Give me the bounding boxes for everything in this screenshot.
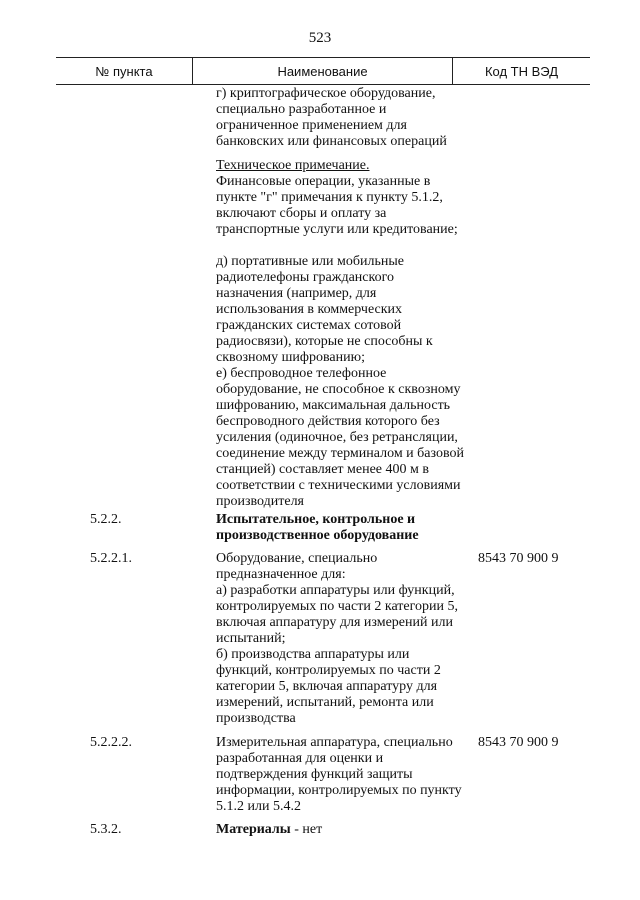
text-line: производственное оборудование — [216, 528, 419, 543]
text-line: функций, контролируемых по части 2 — [216, 663, 441, 678]
text-line: Финансовые операции, указанные в — [216, 174, 431, 189]
text-line: контролируемых по части 2 категории 5, — [216, 599, 458, 614]
text-line: шифрованию, максимальная дальность — [216, 398, 451, 413]
text-line: категории 5, включая аппаратуру для — [216, 679, 438, 694]
text-line: пункте "г" примечания к пункту 5.1.2, — [216, 190, 443, 205]
row-code: 8543 70 900 9 — [478, 735, 559, 750]
text-line: б) производства аппаратуры или — [216, 647, 410, 662]
text-line: е) беспроводное телефонное — [216, 366, 387, 381]
text-line: сквозному шифрованию; — [216, 350, 365, 365]
text-line: специально разработанное и — [216, 102, 387, 117]
text-line: измерений, испытаний, ремонта или — [216, 695, 434, 710]
text-line: гражданских системах сотовой — [216, 318, 402, 333]
text-line: включая аппаратуру для измерений или — [216, 615, 453, 630]
text-line: соединение между терминалом и базовой — [216, 446, 464, 461]
row-name-bold: Материалы — [216, 822, 291, 837]
text-line: банковских или финансовых операций — [216, 134, 447, 149]
text-line: д) портативные или мобильные — [216, 254, 404, 269]
row-name-rest: - нет — [290, 822, 323, 837]
row-name — [216, 551, 471, 727]
text-line: 5.1.2 или 5.4.2 — [216, 799, 301, 814]
row-name — [216, 822, 471, 838]
row-number: 5.2.2.2. — [90, 735, 132, 750]
header-number: № пункта — [56, 58, 193, 84]
row-code: 8543 70 900 9 — [478, 551, 559, 566]
text-line: а) разработки аппаратуры или функций, — [216, 583, 455, 598]
row-number: 5.2.2. — [90, 512, 122, 527]
table-header — [56, 57, 590, 85]
text-line: соответствии с техническими условиями — [216, 478, 461, 493]
text-line: подтверждения функций защиты — [216, 767, 413, 782]
text-line: ограниченное применением для — [216, 118, 407, 133]
text-line: испытаний; — [216, 631, 286, 646]
row-name — [216, 735, 471, 815]
text-line: производителя — [216, 494, 304, 509]
text-line: Измерительная аппаратура, специально — [216, 735, 453, 750]
header-name: Наименование — [193, 58, 453, 84]
text-line: г) криптографическое оборудование, — [216, 86, 436, 101]
text-line: беспроводного действия которого без — [216, 414, 440, 429]
text-line: предназначенное для: — [216, 567, 346, 582]
row-number: 5.2.2.1. — [90, 551, 132, 566]
header-code: Код ТН ВЭД — [484, 63, 559, 79]
text-line: назначения (например, для — [216, 286, 377, 301]
text-line: разработанная для оценки и — [216, 751, 384, 766]
text-line: включают сборы и оплату за — [216, 206, 387, 221]
text-line: Оборудование, специально — [216, 551, 378, 566]
tech-note-title: Техническое примечание. — [216, 158, 370, 173]
text-line: Испытательное, контрольное и — [216, 512, 416, 527]
row-number: 5.3.2. — [90, 822, 122, 837]
page-number: 523 — [308, 30, 332, 46]
text-line: производства — [216, 711, 296, 726]
continuation-text — [216, 86, 471, 510]
text-line: радиотелефоны гражданского — [216, 270, 394, 285]
text-line: использования в коммерческих — [216, 302, 403, 317]
text-line: радиосвязи), которые не способны к — [216, 334, 433, 349]
text-line: оборудование, не способное к сквозному — [216, 382, 461, 397]
text-line: информации, контролируемых по пункту — [216, 783, 462, 798]
text-line: усиления (одиночное, без ретрансляции, — [216, 430, 458, 445]
text-line: транспортные услуги или кредитование; — [216, 222, 458, 237]
row-name — [216, 512, 471, 544]
text-line: станцией) составляет менее 400 м в — [216, 462, 429, 477]
